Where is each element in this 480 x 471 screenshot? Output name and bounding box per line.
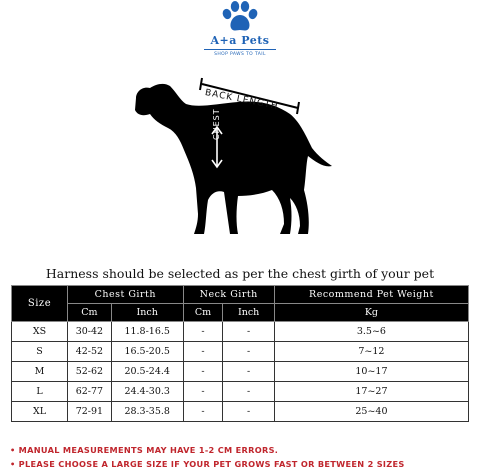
neck-cm-cell: - bbox=[183, 322, 223, 342]
paw-icon bbox=[219, 0, 261, 34]
brand-logo bbox=[200, 0, 280, 62]
size-header: Size bbox=[12, 286, 68, 322]
note-measurement-error: • MANUAL MEASUREMENTS MAY HAVE 1-2 CM ERRORS. bbox=[10, 445, 279, 455]
brand-name: A+a Pets bbox=[210, 34, 270, 47]
chest-inch-cell: 11.8-16.5 bbox=[111, 322, 183, 342]
neck-cm-cell: - bbox=[183, 362, 223, 382]
chest-inch-cell: 16.5-20.5 bbox=[111, 342, 183, 362]
neck-inch-cell: - bbox=[223, 402, 274, 422]
neck-girth-header: Neck Girth bbox=[183, 286, 274, 304]
dog-silhouette-icon bbox=[120, 64, 360, 240]
size-cell: L bbox=[12, 382, 68, 402]
chest-cm-cell: 52-62 bbox=[68, 362, 112, 382]
neck-inch-header: Inch bbox=[223, 304, 274, 322]
neck-inch-cell: - bbox=[223, 382, 274, 402]
chest-inch-header: Inch bbox=[111, 304, 183, 322]
weight-kg-cell: 7~12 bbox=[274, 342, 468, 362]
size-cell: XS bbox=[12, 322, 68, 342]
weight-kg-cell: 3.5~6 bbox=[274, 322, 468, 342]
chest-inch-cell: 28.3-35.8 bbox=[111, 402, 183, 422]
dog-measurement-diagram bbox=[120, 64, 360, 240]
chest-inch-cell: 24.4-30.3 bbox=[111, 382, 183, 402]
size-cell: M bbox=[12, 362, 68, 382]
table-row bbox=[12, 402, 469, 422]
neck-cm-cell: - bbox=[183, 342, 223, 362]
neck-cm-header: Cm bbox=[183, 304, 223, 322]
brand-tagline: SHOP PAWS TO TAIL bbox=[214, 52, 266, 57]
chest-inch-cell: 20.5-24.4 bbox=[111, 362, 183, 382]
table-row bbox=[12, 382, 469, 402]
weight-kg-cell: 10~17 bbox=[274, 362, 468, 382]
neck-inch-cell: - bbox=[223, 342, 274, 362]
weight-kg-header: Kg bbox=[274, 304, 468, 322]
brand-divider bbox=[204, 49, 276, 50]
neck-inch-cell: - bbox=[223, 322, 274, 342]
neck-cm-cell: - bbox=[183, 402, 223, 422]
chest-cm-cell: 72-91 bbox=[68, 402, 112, 422]
chest-cm-cell: 42-52 bbox=[68, 342, 112, 362]
note-size-choice: • PLEASE CHOOSE A LARGE SIZE IF YOUR PET GROWS FAST OR BETWEEN 2 SIZES bbox=[10, 459, 405, 469]
table-row bbox=[12, 322, 469, 342]
neck-inch-cell: - bbox=[223, 362, 274, 382]
back-length-label: BACK LENGTH bbox=[204, 88, 280, 113]
neck-cm-cell: - bbox=[183, 382, 223, 402]
size-cell: S bbox=[12, 342, 68, 362]
chest-cm-header: Cm bbox=[68, 304, 112, 322]
size-chart-table bbox=[11, 285, 469, 422]
table-row bbox=[12, 342, 469, 362]
table-title: Harness should be selected as per the chest girth of your pet bbox=[45, 266, 435, 281]
chest-girth-header: Chest Girth bbox=[68, 286, 184, 304]
measurement-notes bbox=[10, 443, 405, 471]
weight-kg-cell: 25~40 bbox=[274, 402, 468, 422]
weight-kg-cell: 17~27 bbox=[274, 382, 468, 402]
chest-cm-cell: 30-42 bbox=[68, 322, 112, 342]
table-row bbox=[12, 362, 469, 382]
chest-label: CHEST bbox=[212, 108, 221, 140]
size-cell: XL bbox=[12, 402, 68, 422]
chest-cm-cell: 62-77 bbox=[68, 382, 112, 402]
weight-header: Recommend Pet Weight bbox=[274, 286, 468, 304]
